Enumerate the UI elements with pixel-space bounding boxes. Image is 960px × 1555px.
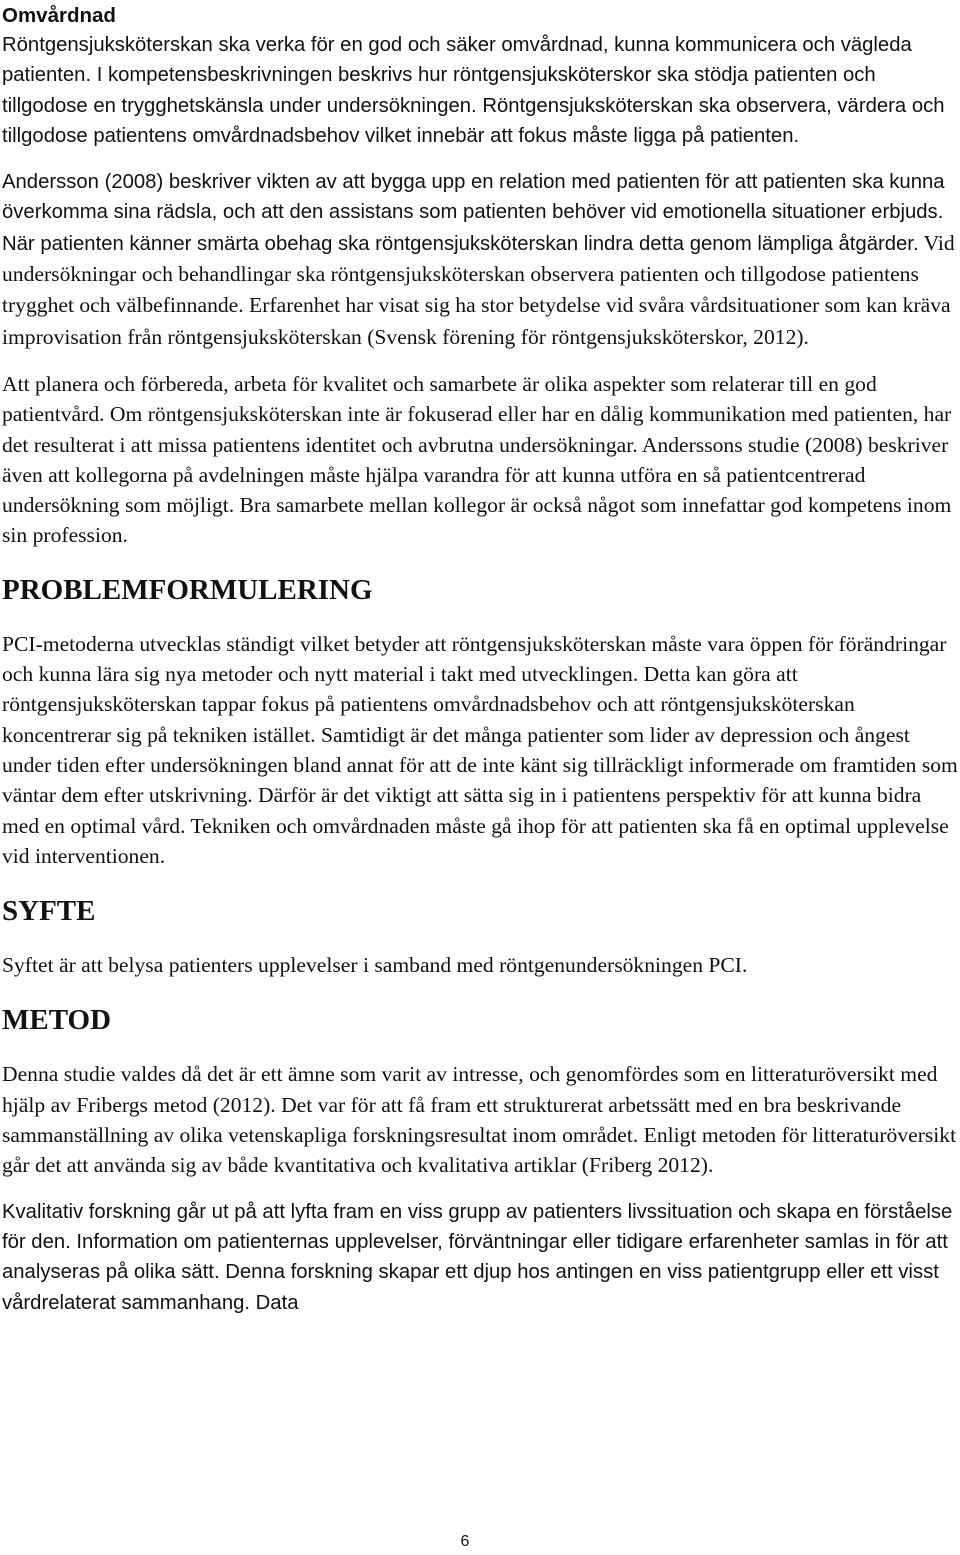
paragraph-metod-2: Kvalitativ forskning går ut på att lyfta fram en viss grupp av patienters livssituation och skapa en förståelse för den. Information om patienternas upplevelser, förväntningar eller tidigare erfarenheter samlas in för att analyseras på olika sätt. Denna forskning skapar ett djup hos antingen en viss patientgrupp eller ett visst vårdrelaterat sammanhang. Data <box>2 1200 953 1314</box>
section-heading-syfte: SYFTE <box>2 895 96 928</box>
paragraph-omvardnad-2-part-a: Andersson (2008) beskriver vikten av att bygga upp en relation med patienten för att patienten ska kunna överkomma sina rädsla, och att den assistans som patienten behöver vid emotionella situationer erbjuds. När patienten känner smärta obehag ska röntgensjuksköterskan lindra detta genom lämpliga åtgärder. <box>2 171 945 255</box>
paragraph-omvardnad-3: Att planera och förbereda, arbeta för kvalitet och samarbete är olika aspekter som relaterar till en god patientvård. Om röntgensjuksköterskan inte är fokuserad eller har en dålig kommunikation med patienten, har det resulterat i att missa patientens identitet och avbrutna undersökningar. Anderssons studie (2008) beskriver även att kollegorna på avdelningen måste hjälpa varandra för att kunna utföra en så patientcentrerad undersökning som möjligt. Bra samarbete mellan kollegor är också något som innefattar god kompetens inom sin profession. <box>2 371 952 548</box>
page-number: 6 <box>460 1533 470 1550</box>
paragraph-metod-1: Denna studie valdes då det är ett ämne som varit av intresse, och genomfördes som en litteraturöversikt med hjälp av Fribergs metod (2012). Det var för att få fram ett strukturerat arbetssätt med en bra beskrivande sammanställning av olika vetenskapliga forskningsresultat inom området. Enligt metoden för litteraturöversikt går det att använda sig av både kvantitativa och kvalitativa artiklar (Friberg 2012). <box>2 1062 957 1178</box>
section-heading-omvardnad: Omvårdnad <box>2 4 116 27</box>
document-page <box>2 0 958 1318</box>
paragraph-omvardnad-2 <box>2 167 958 353</box>
paragraph-syfte: Syftet är att belysa patienters upplevelser i samband med röntgenundersökningen PCI. <box>2 953 748 978</box>
paragraph-omvardnad-2-part-b: Vid undersökningar och behandlingar ska röntgensjuksköterskan observera patienten och tillgodose patientens trygghet och välbefinnande. Erfarenhet har visat sig ha stor betydelse vid svåra vårdsituationer som kan kräva improvisation från röntgensjuksköterskan (Svensk förening för röntgensjuksköterskor, 2012). <box>2 230 955 349</box>
section-heading-problemformulering: PROBLEMFORMULERING <box>2 573 373 606</box>
paragraph-problemformulering: PCI-metoderna utvecklas ständigt vilket betyder att röntgensjuksköterskan måste vara öppen för förändringar och kunna lära sig nya metoder och nytt material i takt med utvecklingen. Detta kan göra att röntgensjuksköterskan tappar fokus på patientens omvårdnadsbehov och att röntgensjuksköterskan koncentrerar sig på tekniken istället. Samtidigt är det många patienter som lider av depression och ångest under tiden efter undersökningen bland annat för att de inte känt sig tillräckligt informerade om framtiden som väntar dem efter utskrivning. Därför är det viktigt att sätta sig in i patientens perspektiv för att kunna bidra med en optimal vård. Tekniken och omvårdnaden måste gå ihop för att patienten ska få en optimal upplevelse vid interventionen. <box>2 631 958 868</box>
section-heading-metod: METOD <box>2 1004 112 1037</box>
paragraph-omvardnad-1: Röntgensjuksköterskan ska verka för en god och säker omvårdnad, kunna kommunicera och vägleda patienten. I kompetensbeskrivningen beskrivs hur röntgensjuksköterskor ska stödja patienten och tillgodose en trygghetskänsla under undersökningen. Röntgensjuksköterskan ska observera, värdera och tillgodose patientens omvårdnadsbehov vilket innebär att fokus måste ligga på patienten. <box>2 34 945 147</box>
